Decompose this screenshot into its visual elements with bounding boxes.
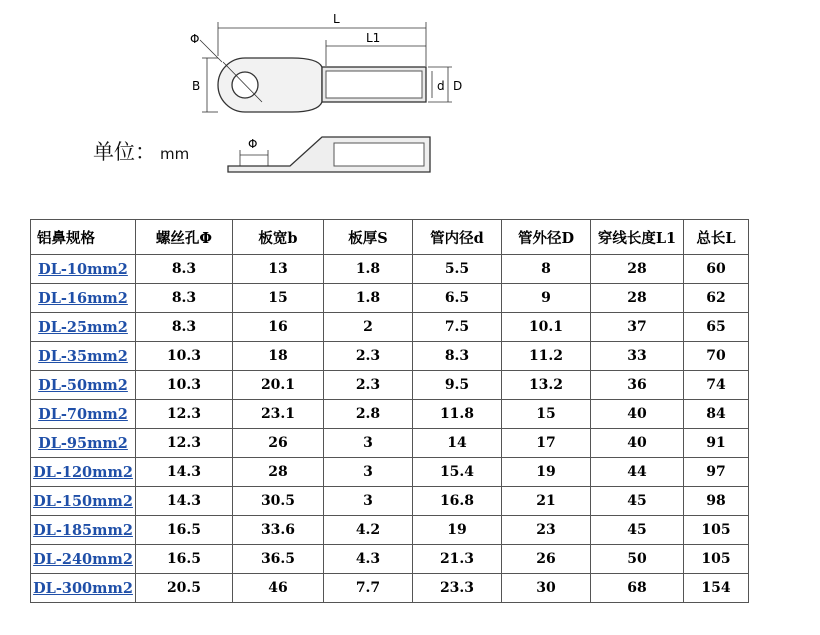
- header-plate-width: 板宽b: [233, 220, 324, 255]
- table-cell: 28: [591, 284, 684, 313]
- table-cell: 36: [591, 371, 684, 400]
- table-row: [31, 458, 749, 487]
- unit-value: mm: [160, 145, 190, 163]
- table-cell: 10.1: [502, 313, 591, 342]
- table-cell: 28: [591, 255, 684, 284]
- table-cell: 74: [684, 371, 749, 400]
- label-total-length: L: [333, 12, 340, 26]
- model-link[interactable]: DL-35mm2: [31, 342, 136, 371]
- table-cell: 62: [684, 284, 749, 313]
- model-link[interactable]: DL-185mm2: [31, 516, 136, 545]
- table-cell: 105: [684, 545, 749, 574]
- table-cell: 3: [324, 429, 413, 458]
- table-cell: 17: [502, 429, 591, 458]
- table-cell: 12.3: [136, 400, 233, 429]
- label-width-b: B: [192, 79, 201, 93]
- table-cell: 20.1: [233, 371, 324, 400]
- table-cell: 2.3: [324, 371, 413, 400]
- table-cell: 97: [684, 458, 749, 487]
- model-link[interactable]: DL-25mm2: [31, 313, 136, 342]
- table-cell: 68: [591, 574, 684, 603]
- header-inner-diameter: 管内径d: [413, 220, 502, 255]
- spec-table: [30, 219, 749, 603]
- model-link[interactable]: DL-95mm2: [31, 429, 136, 458]
- table-cell: 6.5: [413, 284, 502, 313]
- table-cell: 45: [591, 516, 684, 545]
- table-cell: 8.3: [136, 284, 233, 313]
- table-cell: 15.4: [413, 458, 502, 487]
- table-cell: 14.3: [136, 487, 233, 516]
- unit-label: [93, 136, 189, 166]
- table-cell: 65: [684, 313, 749, 342]
- model-link[interactable]: DL-120mm2: [31, 458, 136, 487]
- table-cell: 23.3: [413, 574, 502, 603]
- table-body: [31, 255, 749, 603]
- table-cell: 2.3: [324, 342, 413, 371]
- table-cell: 14.3: [136, 458, 233, 487]
- table-cell: 40: [591, 400, 684, 429]
- table-cell: 84: [684, 400, 749, 429]
- table-cell: 8.3: [413, 342, 502, 371]
- table-cell: 16.5: [136, 545, 233, 574]
- table-cell: 4.2: [324, 516, 413, 545]
- table-cell: 40: [591, 429, 684, 458]
- lug-diagram: [0, 0, 820, 200]
- table-row: [31, 342, 749, 371]
- table-cell: 105: [684, 516, 749, 545]
- table-row: [31, 516, 749, 545]
- table-cell: 1.8: [324, 255, 413, 284]
- model-link[interactable]: DL-16mm2: [31, 284, 136, 313]
- table-cell: 2.8: [324, 400, 413, 429]
- table-cell: 11.8: [413, 400, 502, 429]
- model-link[interactable]: DL-150mm2: [31, 487, 136, 516]
- label-hole-side: Φ: [248, 137, 258, 151]
- table-cell: 8.3: [136, 255, 233, 284]
- lug-top-view: [218, 58, 426, 112]
- header-outer-diameter: 管外径D: [502, 220, 591, 255]
- table-row: [31, 574, 749, 603]
- model-link[interactable]: DL-50mm2: [31, 371, 136, 400]
- table-cell: 4.3: [324, 545, 413, 574]
- table-row: [31, 429, 749, 458]
- table-cell: 16: [233, 313, 324, 342]
- table-cell: 28: [233, 458, 324, 487]
- table-cell: 8.3: [136, 313, 233, 342]
- header-screw-hole: 螺丝孔Φ: [136, 220, 233, 255]
- label-l1: L1: [366, 31, 381, 45]
- table-row: [31, 545, 749, 574]
- table-cell: 3: [324, 487, 413, 516]
- table-cell: 37: [591, 313, 684, 342]
- table-cell: 21: [502, 487, 591, 516]
- table-cell: 20.5: [136, 574, 233, 603]
- table-cell: 3: [324, 458, 413, 487]
- table-cell: 33.6: [233, 516, 324, 545]
- model-link[interactable]: DL-70mm2: [31, 400, 136, 429]
- table-cell: 9: [502, 284, 591, 313]
- model-link[interactable]: DL-10mm2: [31, 255, 136, 284]
- table-cell: 19: [502, 458, 591, 487]
- label-outer-d: D: [453, 79, 463, 93]
- table-cell: 30: [502, 574, 591, 603]
- table-header-row: [31, 220, 749, 255]
- table-row: [31, 284, 749, 313]
- table-cell: 10.3: [136, 371, 233, 400]
- table-cell: 70: [684, 342, 749, 371]
- table-cell: 154: [684, 574, 749, 603]
- table-cell: 12.3: [136, 429, 233, 458]
- header-total-length: 总长L: [684, 220, 749, 255]
- table-cell: 46: [233, 574, 324, 603]
- unit-label-text: 单位：: [93, 140, 156, 164]
- table-cell: 13.2: [502, 371, 591, 400]
- table-cell: 21.3: [413, 545, 502, 574]
- table-cell: 50: [591, 545, 684, 574]
- table-cell: 2: [324, 313, 413, 342]
- table-cell: 60: [684, 255, 749, 284]
- model-link[interactable]: DL-300mm2: [31, 574, 136, 603]
- table-cell: 26: [233, 429, 324, 458]
- table-cell: 18: [233, 342, 324, 371]
- table-cell: 5.5: [413, 255, 502, 284]
- label-inner-d: d: [437, 79, 445, 93]
- table-cell: 23.1: [233, 400, 324, 429]
- table-cell: 98: [684, 487, 749, 516]
- table-cell: 26: [502, 545, 591, 574]
- lug-side-view: [228, 137, 430, 172]
- model-link[interactable]: DL-240mm2: [31, 545, 136, 574]
- table-cell: 13: [233, 255, 324, 284]
- table-cell: 30.5: [233, 487, 324, 516]
- table-cell: 19: [413, 516, 502, 545]
- table-cell: 33: [591, 342, 684, 371]
- table-cell: 14: [413, 429, 502, 458]
- table-cell: 15: [233, 284, 324, 313]
- table-cell: 10.3: [136, 342, 233, 371]
- table-cell: 36.5: [233, 545, 324, 574]
- table-row: [31, 371, 749, 400]
- label-hole: Φ: [190, 32, 200, 46]
- table-row: [31, 487, 749, 516]
- header-plate-thickness: 板厚S: [324, 220, 413, 255]
- table-cell: 91: [684, 429, 749, 458]
- table-cell: 23: [502, 516, 591, 545]
- table-cell: 16.8: [413, 487, 502, 516]
- table-cell: 7.5: [413, 313, 502, 342]
- table-cell: 1.8: [324, 284, 413, 313]
- header-wire-length: 穿线长度L1: [591, 220, 684, 255]
- table-row: [31, 313, 749, 342]
- table-cell: 44: [591, 458, 684, 487]
- table-cell: 15: [502, 400, 591, 429]
- table-row: [31, 400, 749, 429]
- header-spec: 铝鼻规格: [31, 220, 136, 255]
- table-cell: 8: [502, 255, 591, 284]
- side-dimension-lines: [240, 150, 268, 166]
- table-cell: 9.5: [413, 371, 502, 400]
- table-cell: 7.7: [324, 574, 413, 603]
- table-cell: 11.2: [502, 342, 591, 371]
- table-cell: 16.5: [136, 516, 233, 545]
- table-cell: 45: [591, 487, 684, 516]
- table-row: [31, 255, 749, 284]
